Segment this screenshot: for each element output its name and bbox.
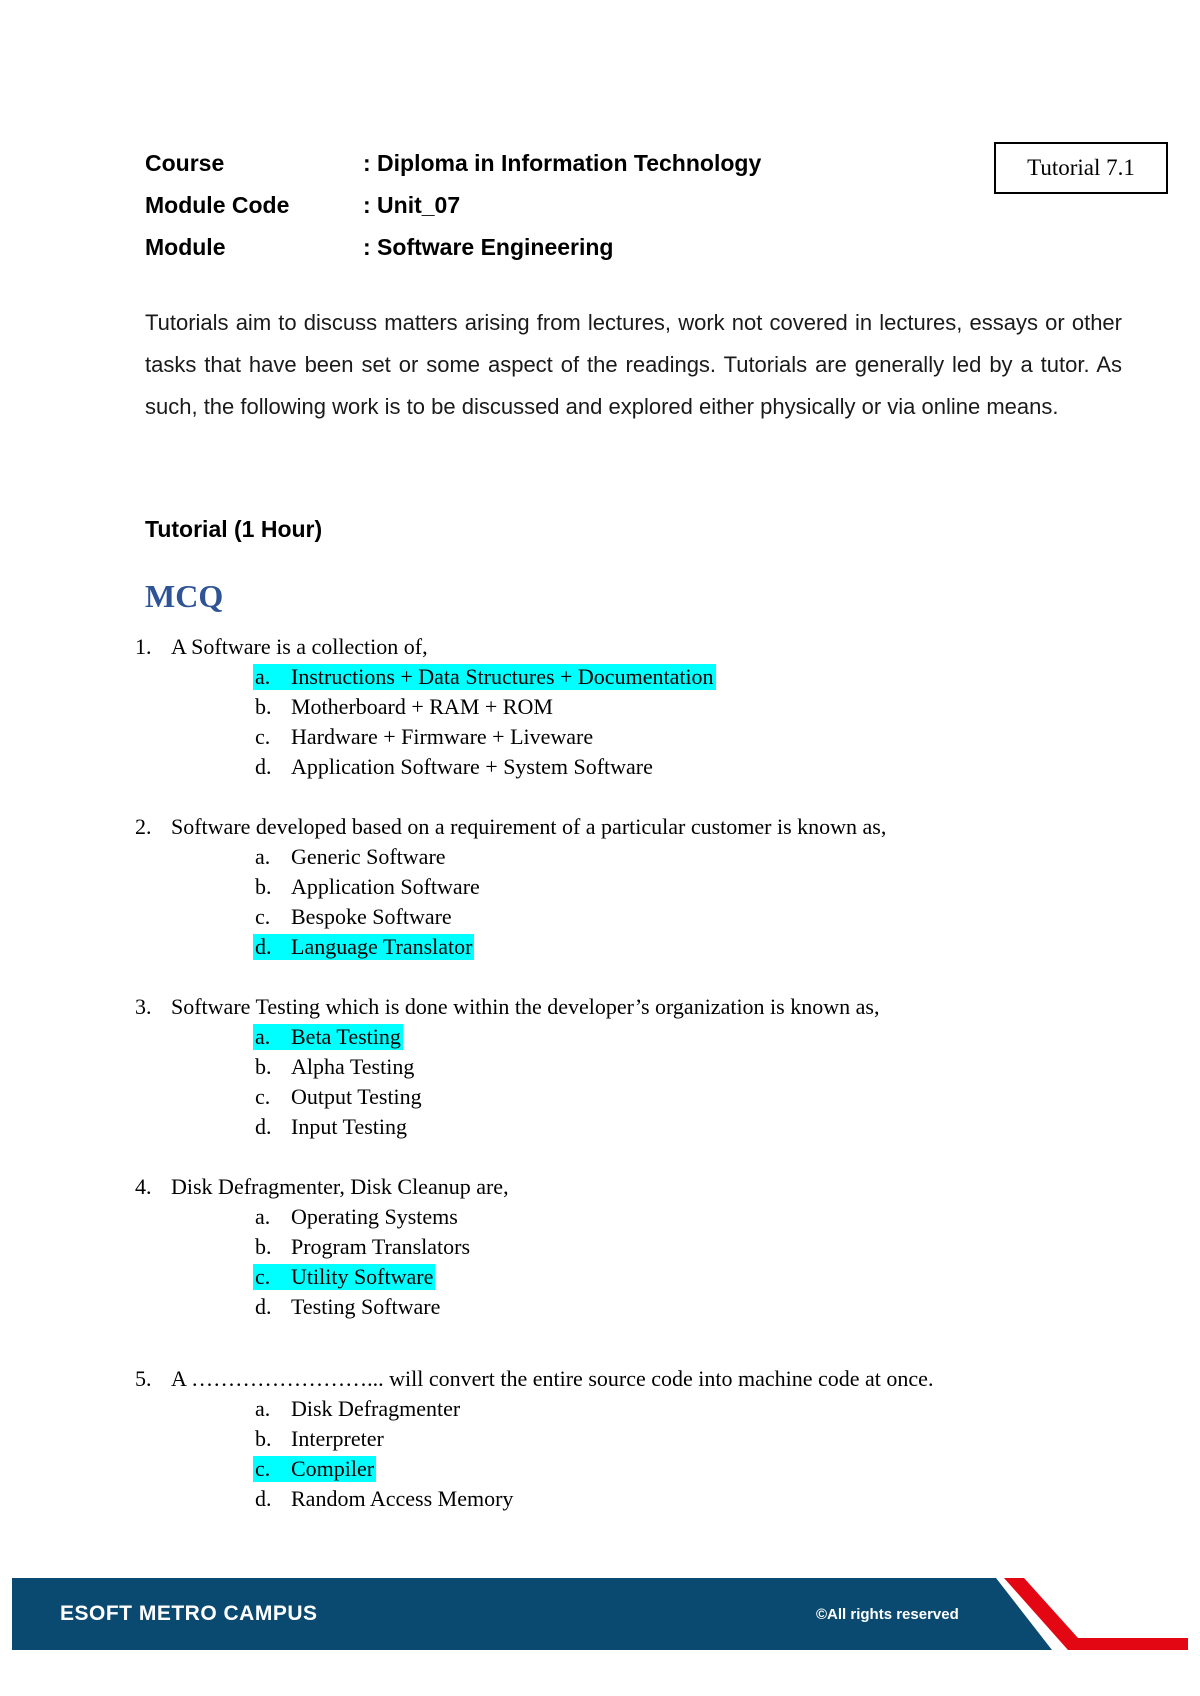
option-highlighted <box>253 664 716 690</box>
option-text: Alpha Testing <box>291 1054 415 1079</box>
course-row <box>145 142 761 184</box>
option-letter: c. <box>255 1084 271 1109</box>
option <box>253 1294 442 1320</box>
option <box>253 724 595 750</box>
option-letter: c. <box>255 1456 271 1481</box>
course-info-table <box>145 142 761 268</box>
option <box>253 904 454 930</box>
option-letter: a. <box>255 664 271 689</box>
option-letter: b. <box>255 1234 272 1259</box>
question-2 <box>135 812 1145 962</box>
option-row <box>135 1394 1145 1424</box>
option-row <box>135 1454 1145 1484</box>
option <box>253 1084 424 1110</box>
option-text: Utility Software <box>291 1264 434 1289</box>
option-text: Compiler <box>291 1456 375 1481</box>
option <box>253 1396 462 1422</box>
option-letter: d. <box>255 1486 272 1511</box>
tutorial-number-box: Tutorial 7.1 <box>994 142 1168 194</box>
option <box>253 874 482 900</box>
option-letter: b. <box>255 874 272 899</box>
option-row <box>135 1052 1145 1082</box>
option <box>253 694 555 720</box>
question-line <box>135 812 1145 842</box>
question-1 <box>135 632 1145 782</box>
option-text: Output Testing <box>291 1084 422 1109</box>
question-text: Disk Defragmenter, Disk Cleanup are, <box>171 1174 509 1199</box>
option-letter: c. <box>255 1264 271 1289</box>
option-letter: a. <box>255 1024 271 1049</box>
option-row <box>135 1292 1145 1322</box>
option-row <box>135 1232 1145 1262</box>
question-number: 1. <box>135 634 152 659</box>
option-text: Instructions + Data Structures + Documentation <box>291 664 714 689</box>
option-text: Application Software <box>291 874 480 899</box>
option-row <box>135 872 1145 902</box>
option-row <box>135 902 1145 932</box>
campus-logo-text: ESOFT METRO CAMPUS <box>60 1602 318 1625</box>
option-row <box>135 1262 1145 1292</box>
question-4 <box>135 1172 1145 1322</box>
question-list <box>135 632 1145 1544</box>
question-text: A Software is a collection of, <box>171 634 428 659</box>
option-letter: c. <box>255 904 271 929</box>
option-highlighted <box>253 1024 403 1050</box>
question-number: 4. <box>135 1174 152 1199</box>
question-line <box>135 632 1145 662</box>
option-letter: b. <box>255 694 272 719</box>
module-value: : Software Engineering <box>363 233 614 260</box>
question-line <box>135 1172 1145 1202</box>
option-row <box>135 1484 1145 1514</box>
option-letter: b. <box>255 1054 272 1079</box>
option-row <box>135 1424 1145 1454</box>
module-label: Module <box>145 233 226 260</box>
intro-paragraph: Tutorials aim to discuss matters arising from lectures, work not covered in lectures, essays or other tasks that have been set or some aspect of the readings. Tutorials are generally led by a tutor. As such, the following work is to be discussed and explored either physically or via online means. <box>145 310 1122 419</box>
option-text: Motherboard + RAM + ROM <box>291 694 553 719</box>
question-text: Software Testing which is done within the developer’s organization is known as, <box>171 994 880 1019</box>
option-text: Hardware + Firmware + Liveware <box>291 724 594 749</box>
option-row <box>135 1112 1145 1142</box>
option-letter: a. <box>255 1396 271 1421</box>
option <box>253 1426 386 1452</box>
option-letter: d. <box>255 754 272 779</box>
option-row <box>135 722 1145 752</box>
option-text: Interpreter <box>291 1426 384 1451</box>
option-row <box>135 752 1145 782</box>
option-highlighted <box>253 934 474 960</box>
rights-text: ©All rights reserved <box>816 1605 959 1623</box>
option-letter: d. <box>255 1114 272 1139</box>
option-row <box>135 1202 1145 1232</box>
course-value: : Diploma in Information Technology <box>363 149 762 176</box>
question-number: 2. <box>135 814 152 839</box>
option-highlighted <box>253 1264 435 1290</box>
option-text: Application Software + System Software <box>291 754 653 779</box>
question-number: 5. <box>135 1366 152 1391</box>
option-row <box>135 932 1145 962</box>
module-code-value: : Unit_07 <box>363 191 461 218</box>
option-text: Random Access Memory <box>291 1486 514 1511</box>
question-text: Software developed based on a requirement of a particular customer is known as, <box>171 814 887 839</box>
option-letter: d. <box>255 934 272 959</box>
question-5 <box>135 1364 1145 1514</box>
option-highlighted <box>253 1456 376 1482</box>
option-text: Beta Testing <box>291 1024 401 1049</box>
question-3 <box>135 992 1145 1142</box>
option-text: Bespoke Software <box>291 904 452 929</box>
option <box>253 844 448 870</box>
option-letter: b. <box>255 1426 272 1451</box>
option-letter: c. <box>255 724 271 749</box>
option-row <box>135 692 1145 722</box>
tutorial-heading: Tutorial (1 Hour) <box>145 516 323 542</box>
question-number: 3. <box>135 994 152 1019</box>
option <box>253 1054 416 1080</box>
option <box>253 1234 472 1260</box>
option-text: Disk Defragmenter <box>291 1396 461 1421</box>
module-row <box>145 226 761 268</box>
option-row <box>135 662 1145 692</box>
option-text: Program Translators <box>291 1234 471 1259</box>
footer-banner <box>12 1578 1188 1650</box>
mcq-title: MCQ <box>145 578 224 614</box>
option <box>253 1204 460 1230</box>
module-code-row <box>145 184 761 226</box>
option-letter: d. <box>255 1294 272 1319</box>
question-line <box>135 992 1145 1022</box>
option-letter: a. <box>255 1204 271 1229</box>
option <box>253 1114 409 1140</box>
module-code-label: Module Code <box>145 191 290 218</box>
option-text: Testing Software <box>291 1294 441 1319</box>
option <box>253 754 655 780</box>
option-text: Input Testing <box>291 1114 407 1139</box>
option-letter: a. <box>255 844 271 869</box>
option-text: Language Translator <box>291 934 473 959</box>
option <box>253 1486 515 1512</box>
option-row <box>135 1022 1145 1052</box>
course-label: Course <box>145 149 225 176</box>
question-text: A ……………………... will convert the entire source code into machine code at once. <box>171 1366 934 1391</box>
option-text: Operating Systems <box>291 1204 458 1229</box>
option-text: Generic Software <box>291 844 446 869</box>
option-row <box>135 1082 1145 1112</box>
question-line <box>135 1364 1145 1394</box>
option-row <box>135 842 1145 872</box>
